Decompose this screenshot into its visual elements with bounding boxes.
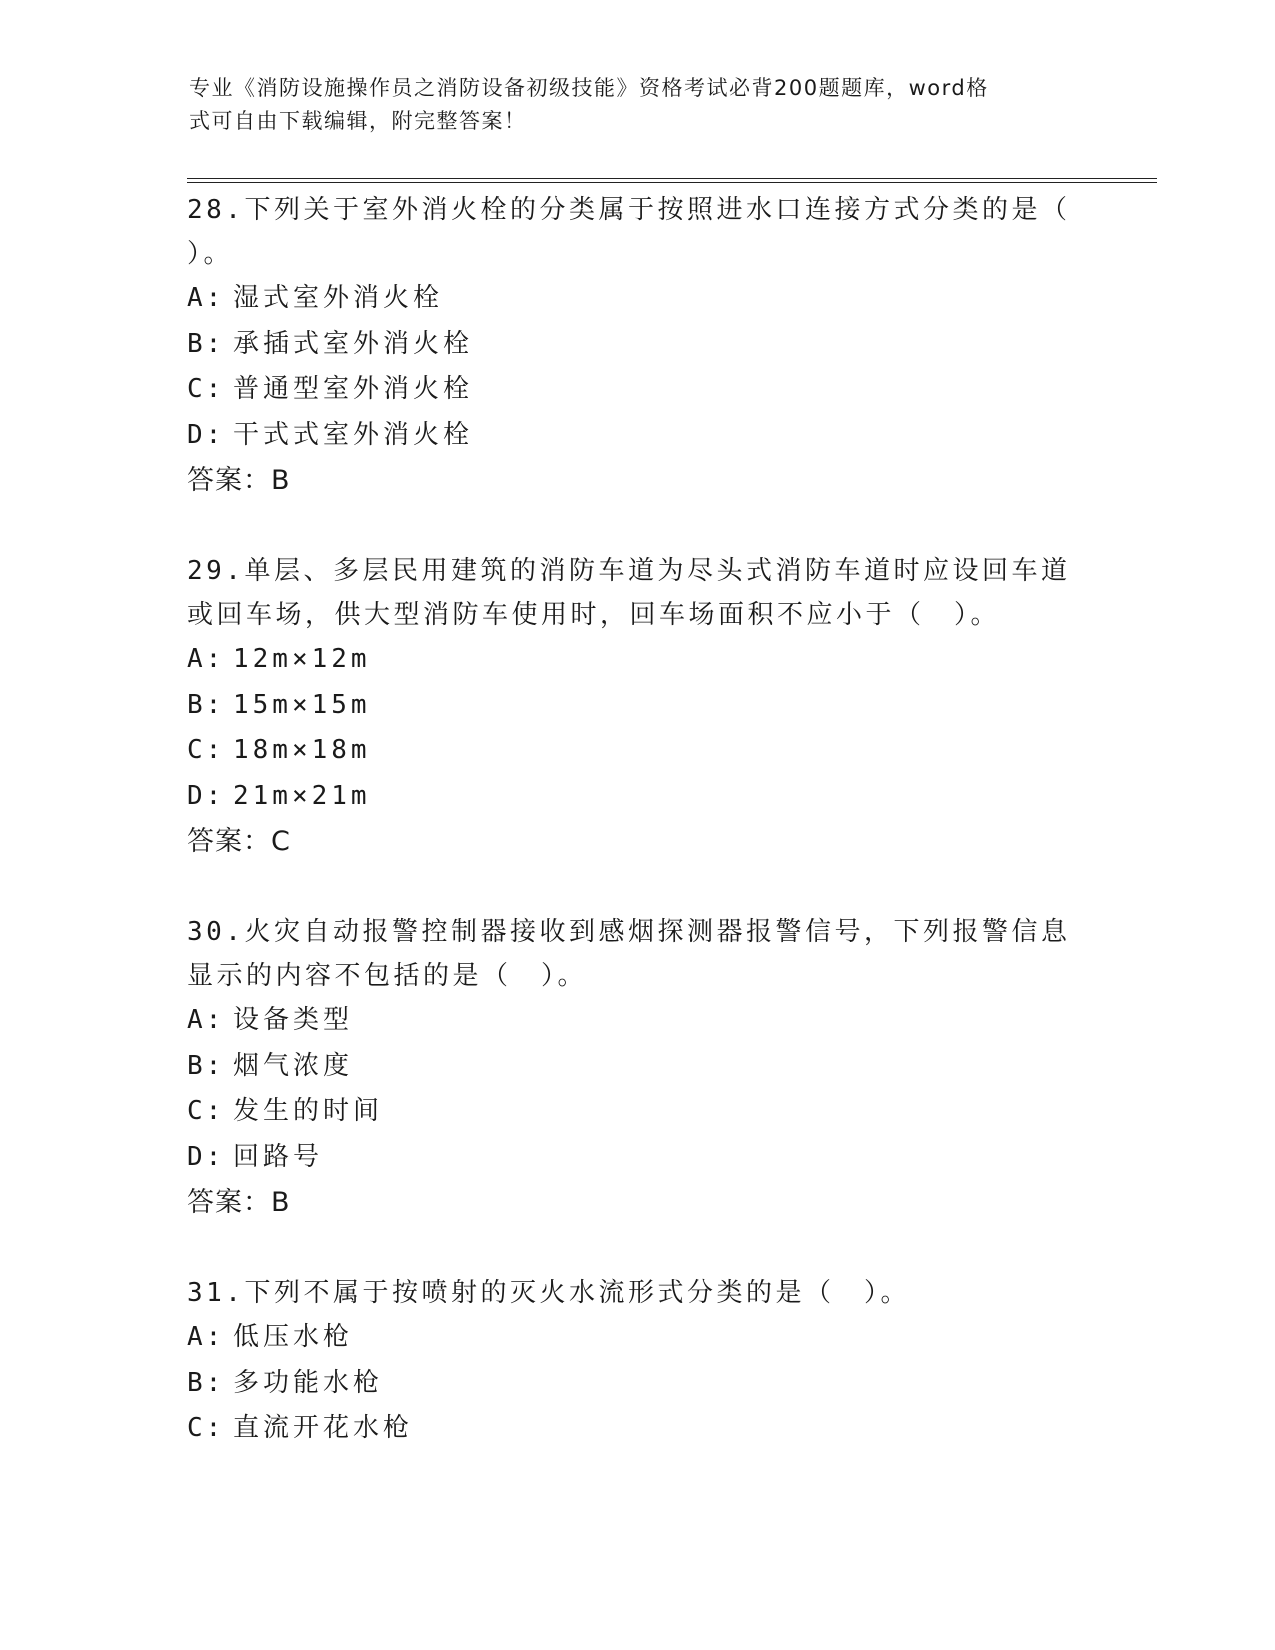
- option-text: 普通型室外消火栓: [233, 374, 474, 404]
- option-text: 湿式室外消火栓: [233, 283, 444, 313]
- question-30: [187, 910, 1087, 1226]
- option-text: 低压水枪: [233, 1322, 354, 1352]
- option-text: 直流开花水枪: [233, 1413, 414, 1443]
- option-letter: B:: [187, 1050, 225, 1081]
- header-line-1: 专业《消防设施操作员之消防设备初级技能》资格考试必背200题题库，word格: [189, 76, 989, 100]
- header-divider-bottom: [187, 182, 1157, 183]
- header-line-2: 式可自由下载编辑，附完整答案！: [189, 109, 527, 133]
- option-b: [187, 1361, 1087, 1407]
- option-a: [187, 1315, 1087, 1361]
- option-c: [187, 1406, 1087, 1452]
- option-text: 干式式室外消火栓: [233, 419, 474, 450]
- option-letter: C:: [187, 1413, 225, 1443]
- option-text: 15m×15m: [233, 689, 371, 720]
- option-letter: B:: [187, 689, 225, 720]
- option-b: [187, 683, 1087, 729]
- option-letter: B:: [187, 328, 225, 359]
- option-letter: A:: [187, 1005, 225, 1035]
- option-a: [187, 637, 1087, 683]
- option-d: [187, 1135, 1087, 1181]
- option-letter: D:: [187, 1141, 225, 1172]
- option-b: [187, 1044, 1087, 1090]
- option-letter: A:: [187, 283, 225, 313]
- option-d: [187, 774, 1087, 820]
- question-31: [187, 1271, 1087, 1452]
- answer-line: 答案：C: [187, 826, 291, 857]
- option-letter: A:: [187, 644, 225, 674]
- option-a: [187, 276, 1087, 322]
- option-c: [187, 367, 1087, 413]
- option-text: 设备类型: [233, 1005, 354, 1035]
- option-text: 12m×12m: [233, 644, 371, 674]
- option-a: [187, 998, 1087, 1044]
- option-letter: B:: [187, 1367, 225, 1398]
- question-text: 31.下列不属于按喷射的灭火水流形式分类的是（ ）。: [187, 1278, 910, 1308]
- option-c: [187, 1089, 1087, 1135]
- document-header: [189, 72, 1069, 138]
- option-text: 回路号: [233, 1141, 324, 1172]
- option-text: 烟气浓度: [233, 1050, 354, 1081]
- option-letter: C:: [187, 374, 225, 404]
- option-c: [187, 728, 1087, 774]
- question-text: 28.下列关于室外消火栓的分类属于按照进水口连接方式分类的是（ ）。: [187, 195, 1071, 269]
- question-list: [187, 188, 1087, 1497]
- question-text: 29.单层、多层民用建筑的消防车道为尽头式消防车道时应设回车道或回车场，供大型消防车使用时，回车场面积不应小于（ ）。: [187, 556, 1071, 630]
- option-letter: D:: [187, 419, 225, 450]
- option-text: 18m×18m: [233, 735, 371, 765]
- question-text: 30.火灾自动报警控制器接收到感烟探测器报警信号，下列报警信息显示的内容不包括的是（ ）。: [187, 917, 1071, 991]
- option-letter: A:: [187, 1322, 225, 1352]
- answer-line: 答案：B: [187, 1187, 291, 1218]
- option-letter: C:: [187, 1096, 225, 1126]
- answer-line: 答案：B: [187, 465, 291, 496]
- option-text: 21m×21m: [233, 780, 371, 811]
- question-28: [187, 188, 1087, 504]
- option-letter: C:: [187, 735, 225, 765]
- option-d: [187, 413, 1087, 459]
- option-letter: D:: [187, 780, 225, 811]
- option-b: [187, 322, 1087, 368]
- option-text: 发生的时间: [233, 1096, 384, 1126]
- question-29: [187, 549, 1087, 865]
- header-divider-top: [187, 178, 1157, 179]
- option-text: 承插式室外消火栓: [233, 328, 474, 359]
- option-text: 多功能水枪: [233, 1367, 384, 1398]
